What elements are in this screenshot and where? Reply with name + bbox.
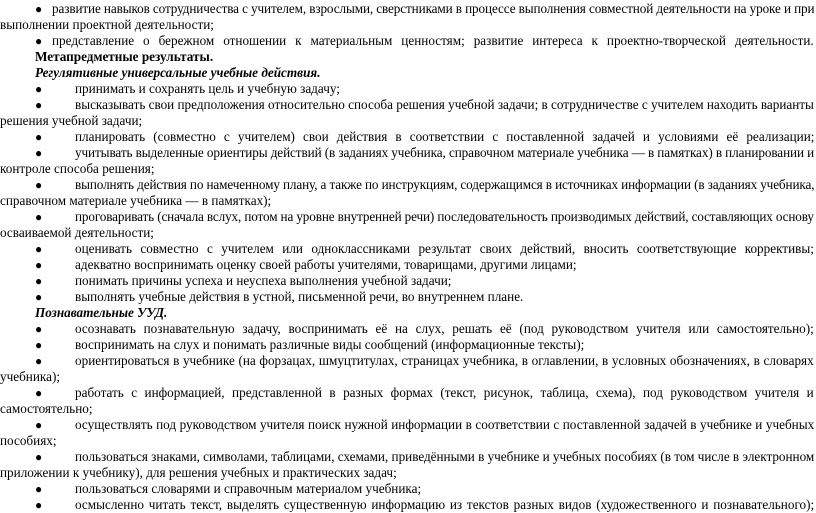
bullet-icon: ● [35,242,43,256]
bullet-icon: ● [35,178,43,192]
list-item-text: планировать (совместно с учителем) свои действия в соответствии с поставленной задачей и условиями её реализации; [75,129,815,144]
list-item-text: осознавать познавательную задачу, воспринимать её на слух, решать её (под руководством учителя или самостоятельно); [75,321,814,336]
bullet-icon: ● [35,354,43,368]
list-item-text: выполнять действия по намеченному плану, а также по инструкциям, содержащимся в источниках информации (в заданиях учебника, [75,177,815,192]
bullet-icon: ● [35,98,43,112]
bullet-icon: ● [35,130,43,144]
bullet-icon: ● [35,482,43,496]
bullet-icon: ● [35,2,43,16]
bullet-icon: ● [35,146,43,160]
list-item-text: воспринимать на слух и понимать различные виды сообщений (информационные тексты); [75,337,585,352]
list-item-text: самостоятельно; [0,401,93,416]
list-item-text: учебника); [0,369,61,384]
list-item-text: осваиваемой деятельности; [0,225,154,240]
list-item-text: пособиях; [0,433,57,448]
bullet-icon: ● [35,498,43,512]
bullet-icon: ● [35,322,43,336]
list-item-text: осуществлять под руководством учителя поиск нужной информации в соответствии с поставленной задачей в учебнике и учебных [75,417,815,432]
subsection-heading-regulatory: Регулятивные универсальные учебные действия. [35,65,321,80]
bullet-icon: ● [35,34,43,48]
list-item-text: принимать и сохранять цель и учебную задачу; [75,81,340,96]
list-item-text: высказывать свои предположения относительно способа решения учебной задачи; в сотрудничестве с учителем находить варианты [75,97,814,112]
bullet-icon: ● [35,210,43,224]
list-item-text: представление о бережном отношении к материальным ценностям; развитие интереса к проектно-творческой деятельности. [52,33,814,48]
list-item-text: понимать причины успеха и неуспеха выполнения учебной задачи; [75,273,452,288]
list-item-text: адекватно воспринимать оценку своей работы учителями, товарищами, другими лицами; [75,257,577,272]
bullet-icon: ● [35,82,43,96]
bullet-icon: ● [35,274,43,288]
list-item-text: пользоваться словарями и справочным материалом учебника; [75,481,422,496]
list-item-text: развитие навыков сотрудничества с учителем, взрослыми, сверстниками в процессе выполнения совместной деятельности на уроке и при [52,1,815,16]
subsection-heading-cognitive: Познавательные УУД. [35,305,168,320]
list-item-text: приложении к учебнику), для решения учебных и практических задач; [0,465,397,480]
bullet-icon: ● [35,290,43,304]
list-item-text: осмысленно читать текст, выделять существенную информацию из текстов разных видов (художественного и познавательного); [75,497,815,512]
list-item-text: учитывать выделенные ориентиры действий (в заданиях учебника, справочном материале учебника — в памятках) в планировании и [75,145,815,160]
bullet-icon: ● [35,386,43,400]
list-item-text: работать с информацией, представленной в разных формах (текст, рисунок, таблица, схема), под руководством учителя и [75,385,814,400]
list-item-text: справочном материале учебника — в памятках); [0,193,272,208]
bullet-icon: ● [35,258,43,272]
list-item-text: пользоваться знаками, символами, таблицами, схемами, приведёнными в учебнике и учебных пособиях (в том числе в электронном [75,449,815,464]
bullet-icon: ● [35,418,43,432]
list-item-text: ориентироваться в учебнике (на форзацах, шмуцтитулах, страницах учебника, в оглавлении, в условных обозначениях, в словарях [75,353,814,368]
bullet-icon: ● [35,338,43,352]
bullet-icon: ● [35,450,43,464]
list-item-text: выполнении проектной деятельности; [0,17,214,32]
list-item-text: оценивать совместно с учителем или одноклассниками результат своих действий, вносить соответствующие коррективы; [75,241,814,256]
list-item-text: контроле способа решения; [0,161,155,176]
list-item-text: решения учебной задачи; [0,113,143,128]
section-heading: Метапредметные результаты. [35,49,214,64]
list-item-text: выполнять учебные действия в устной, письменной речи, во внутреннем плане. [75,289,524,304]
list-item-text: проговаривать (сначала вслух, потом на уровне внутренней речи) последовательность производимых действий, составляющих основу [75,209,814,224]
